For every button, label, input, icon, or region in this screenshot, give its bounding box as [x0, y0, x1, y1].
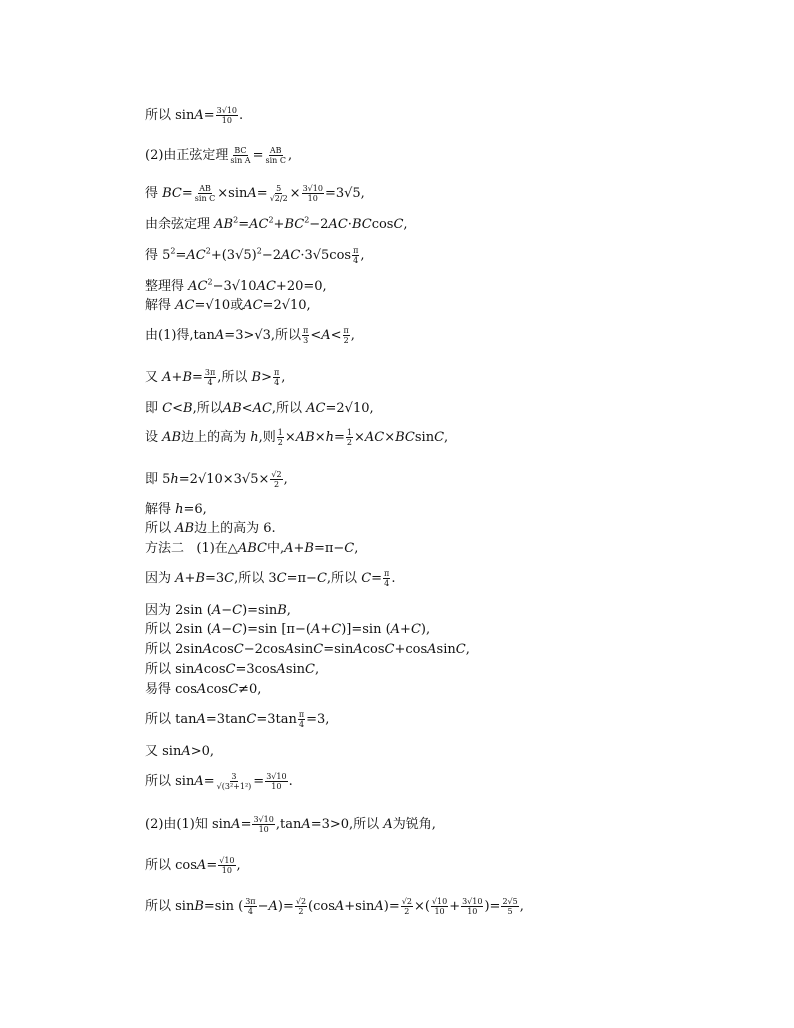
- line-23: 又 sinA>0,: [145, 744, 215, 759]
- line-9: 又 A+B= $\frac{3\pi}{4}$ ,所以 B> $\frac{\pi}{4}$ ,: [145, 368, 286, 387]
- line-5: 得 $5^2=AC^2+(3√5)^2-2AC\cdot 3√5\cos$ $\frac{\pi}{4}$ ,: [145, 246, 365, 265]
- line-24: 所以 sinA= $\frac{3}{\text{√(3²+1²)}}$ = $\frac{3√10}{10}$ .: [145, 772, 293, 791]
- line-15: 方法二 (1)在△ABC中,A+B=π−C,: [145, 541, 359, 556]
- line-3: 得 BC= $\frac{AB}{\text{sin C}}$ ×sinA= $\frac{5}{√2/2}$ × $\frac{3√10}{10}$ =3√5,: [145, 184, 365, 203]
- line-14: 所以 AB边上的高为 6.: [145, 521, 276, 536]
- line-12: 即 5h=2√10×3√5× $\frac{√2}{2}$ ,: [145, 470, 288, 489]
- line-4: 由余弦定理 $AB^2=AC^2+BC^2-2AC\cdot BCcosC$,: [145, 215, 408, 232]
- line-26: 所以 cosA= $\frac{√10}{10}$ ,: [145, 856, 241, 875]
- line-8: 由(1)得,tanA=3>√3,所以 $\frac{\pi}{3}$ <A< $\frac{\pi}{2}$ ,: [145, 326, 355, 345]
- line-18: 所以 2sin (A−C)=sin [π−(A+C)]=sin (A+C),: [145, 622, 431, 637]
- line-21: 易得 cosAcosC≠0,: [145, 682, 262, 697]
- line-20: 所以 sinAcosC=3cosAsinC,: [145, 662, 320, 677]
- line-11: 设 AB边上的高为 h,则 $\frac{1}{2}$ ×AB×h= $\frac{1}{2}$ ×AC×BCsinC,: [145, 428, 449, 447]
- line-10: 即 C<B,所以AB<AC,所以 AC=2√10,: [145, 401, 374, 416]
- line-16: 因为 A+B=3C,所以 3C=π−C,所以 C= $\frac{\pi}{4}$ .: [145, 569, 396, 588]
- line-19: 所以 2sinAcosC−2cosAsinC=sinAcosC+cosAsinC,: [145, 642, 470, 657]
- line-22: 所以 tanA=3tanC=3tan $\frac{\pi}{4}$ =3,: [145, 710, 330, 729]
- line-2: (2)由正弦定理 $\frac{BC}{\text{sin A}}$ = $\frac{AB}{\text{sin C}}$ ,: [145, 146, 293, 165]
- line-27: 所以 sinB=sin ( $\frac{3\pi}{4}$ −A)= $\frac{√2}{2}$ (cosA+sinA)= $\frac{√2}{2}$ ×( $\frac{√10}{10}$ + $\frac{3√10}{10}$ )= $\frac{2√5}{5}$ ,: [145, 897, 524, 916]
- line-7: 解得 AC=√10或AC=2√10,: [145, 298, 311, 313]
- line-13: 解得 h=6,: [145, 502, 207, 517]
- line-6: 整理得 $AC^2-3√10AC+20=0$,: [145, 277, 327, 294]
- line-1: 所以 sinA= $\frac{3√10}{10}$ .: [145, 106, 244, 125]
- line-25: (2)由(1)知 sinA= $\frac{3√10}{10}$ ,tanA=3>0,所以 A为锐角,: [145, 815, 436, 834]
- line-17: 因为 2sin (A−C)=sinB,: [145, 603, 291, 618]
